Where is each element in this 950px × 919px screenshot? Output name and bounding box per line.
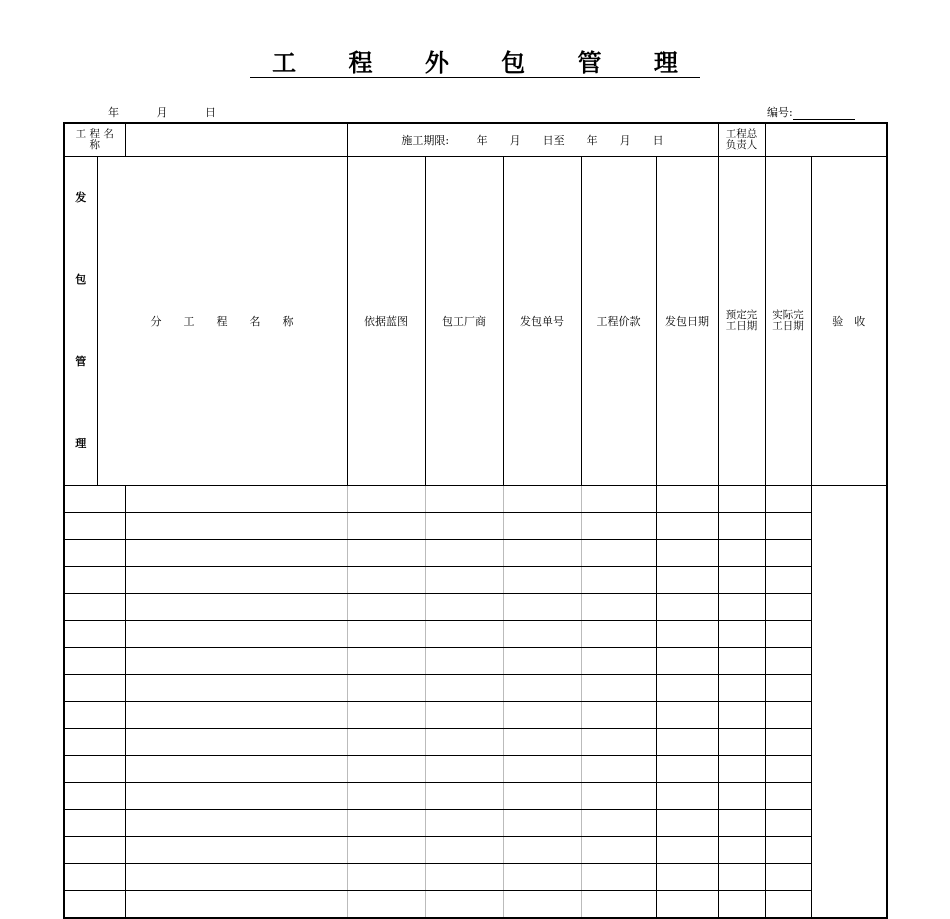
col-order-number: 发包单号 <box>503 157 581 486</box>
side-char-4: 理 <box>75 437 87 450</box>
table-cell[interactable] <box>656 567 718 594</box>
serial-blank[interactable] <box>793 108 855 120</box>
table-cell[interactable] <box>503 864 581 891</box>
table-cell[interactable] <box>581 702 656 729</box>
table-cell[interactable] <box>656 513 718 540</box>
table-cell[interactable] <box>125 594 347 621</box>
table-cell[interactable] <box>656 864 718 891</box>
table-cell[interactable] <box>765 675 811 702</box>
table-cell[interactable] <box>581 729 656 756</box>
table-cell[interactable] <box>503 594 581 621</box>
table-cell[interactable] <box>347 837 425 864</box>
table-cell[interactable] <box>503 891 581 919</box>
table-row <box>64 837 887 864</box>
table-cell[interactable] <box>347 864 425 891</box>
date-line <box>108 104 250 120</box>
table-cell[interactable] <box>656 702 718 729</box>
col-contractor: 包工厂商 <box>425 157 503 486</box>
table-cell[interactable] <box>125 756 347 783</box>
table-cell[interactable] <box>425 567 503 594</box>
table-row <box>64 810 887 837</box>
table-cell[interactable] <box>765 648 811 675</box>
table-cell[interactable] <box>125 486 347 513</box>
table-cell[interactable] <box>125 540 347 567</box>
table-row <box>64 783 887 810</box>
table-cell[interactable] <box>718 567 765 594</box>
table-cell[interactable] <box>765 540 811 567</box>
day-label: 日 <box>205 106 216 119</box>
table-cell[interactable] <box>581 756 656 783</box>
side-char-3: 管 <box>75 355 87 368</box>
table-cell[interactable] <box>765 513 811 540</box>
manager-label: 工程总负责人 <box>718 123 765 157</box>
col-acceptance: 验 收 <box>811 157 887 486</box>
col-price: 工程价款 <box>581 157 656 486</box>
table-cell[interactable] <box>656 810 718 837</box>
table-cell[interactable] <box>64 729 125 756</box>
table-cell[interactable] <box>425 864 503 891</box>
table-cell[interactable] <box>64 621 125 648</box>
table-cell[interactable] <box>347 891 425 919</box>
table-cell[interactable] <box>503 621 581 648</box>
table-cell[interactable] <box>765 594 811 621</box>
table-cell[interactable] <box>347 729 425 756</box>
table-cell[interactable] <box>64 702 125 729</box>
table-cell[interactable] <box>581 783 656 810</box>
table-cell[interactable] <box>125 810 347 837</box>
table-cell[interactable] <box>656 648 718 675</box>
table-cell[interactable] <box>125 567 347 594</box>
table-cell[interactable] <box>64 486 125 513</box>
table-cell[interactable] <box>64 891 125 919</box>
table-cell[interactable] <box>656 594 718 621</box>
table-cell[interactable] <box>503 675 581 702</box>
project-name-label: 工 程 名 称 <box>64 123 125 157</box>
table-row <box>64 702 887 729</box>
outsourcing-table <box>63 122 888 919</box>
col-blueprint: 依据蓝图 <box>347 157 425 486</box>
table-cell[interactable] <box>425 675 503 702</box>
table-cell[interactable] <box>125 648 347 675</box>
table-cell[interactable] <box>581 810 656 837</box>
table-row <box>64 864 887 891</box>
table-cell[interactable] <box>581 648 656 675</box>
table-cell[interactable] <box>581 621 656 648</box>
serial-label: 编号: <box>767 106 793 119</box>
table-cell[interactable] <box>64 675 125 702</box>
table-cell[interactable] <box>765 567 811 594</box>
table-cell[interactable] <box>425 540 503 567</box>
table-cell[interactable] <box>718 621 765 648</box>
table-cell[interactable] <box>718 702 765 729</box>
table-cell[interactable] <box>718 837 765 864</box>
table-cell[interactable] <box>125 702 347 729</box>
table-cell[interactable] <box>765 702 811 729</box>
table-cell[interactable] <box>718 783 765 810</box>
table-cell[interactable] <box>64 594 125 621</box>
table-cell[interactable] <box>581 540 656 567</box>
table-cell[interactable] <box>425 621 503 648</box>
table-cell[interactable] <box>656 891 718 919</box>
table-row <box>64 540 887 567</box>
table-cell[interactable] <box>503 648 581 675</box>
table-cell[interactable] <box>347 567 425 594</box>
col-order-date: 发包日期 <box>656 157 718 486</box>
table-cell[interactable] <box>581 486 656 513</box>
table-cell[interactable] <box>656 783 718 810</box>
table-cell[interactable] <box>425 648 503 675</box>
table-cell[interactable] <box>125 513 347 540</box>
table-cell[interactable] <box>718 864 765 891</box>
project-name-field[interactable] <box>125 123 347 157</box>
table-row <box>64 756 887 783</box>
table-cell[interactable] <box>718 675 765 702</box>
table-cell[interactable] <box>581 513 656 540</box>
table-row <box>64 621 887 648</box>
construction-period <box>347 123 718 157</box>
table-cell[interactable] <box>347 621 425 648</box>
table-cell[interactable] <box>347 783 425 810</box>
table-cell[interactable] <box>656 756 718 783</box>
table-cell[interactable] <box>503 756 581 783</box>
table-cell[interactable] <box>347 648 425 675</box>
table-row <box>64 594 887 621</box>
table-cell[interactable] <box>347 486 425 513</box>
table-cell[interactable] <box>656 729 718 756</box>
table-row <box>64 648 887 675</box>
table-cell[interactable] <box>425 594 503 621</box>
table-cell[interactable] <box>64 783 125 810</box>
period-label: 施工期限: <box>401 134 450 147</box>
table-cell[interactable] <box>656 837 718 864</box>
table-cell[interactable] <box>581 891 656 919</box>
table-cell[interactable] <box>503 486 581 513</box>
table-row <box>64 729 887 756</box>
table-cell[interactable] <box>503 513 581 540</box>
table-cell[interactable] <box>64 837 125 864</box>
table-cell[interactable] <box>765 891 811 919</box>
table-cell[interactable] <box>718 540 765 567</box>
table-cell[interactable] <box>503 702 581 729</box>
table-cell[interactable] <box>656 486 718 513</box>
table-cell[interactable] <box>347 675 425 702</box>
table-cell[interactable] <box>718 810 765 837</box>
table-cell[interactable] <box>503 729 581 756</box>
table-cell[interactable] <box>503 567 581 594</box>
table-cell[interactable] <box>425 486 503 513</box>
table-cell[interactable] <box>718 486 765 513</box>
table-cell[interactable] <box>425 810 503 837</box>
table-cell[interactable] <box>425 783 503 810</box>
table-cell[interactable] <box>347 513 425 540</box>
year-label: 年 <box>108 106 119 119</box>
table-cell[interactable] <box>425 513 503 540</box>
table-cell[interactable] <box>425 702 503 729</box>
table-cell[interactable] <box>503 783 581 810</box>
table-cell[interactable] <box>765 783 811 810</box>
table-cell[interactable] <box>718 594 765 621</box>
table-cell[interactable] <box>125 675 347 702</box>
side-char-2: 包 <box>75 273 87 286</box>
table-row <box>64 486 887 513</box>
table-cell[interactable] <box>347 756 425 783</box>
table-cell[interactable] <box>64 864 125 891</box>
table-cell[interactable] <box>347 540 425 567</box>
table-cell[interactable] <box>765 837 811 864</box>
table-row <box>64 567 887 594</box>
col-planned-completion: 预定完工日期 <box>718 157 765 486</box>
table-cell[interactable] <box>503 540 581 567</box>
table-cell[interactable] <box>64 540 125 567</box>
table-cell[interactable] <box>64 513 125 540</box>
table-cell[interactable] <box>425 891 503 919</box>
table-row <box>64 513 887 540</box>
table-cell[interactable] <box>347 810 425 837</box>
table-cell[interactable] <box>64 756 125 783</box>
table-cell[interactable] <box>718 756 765 783</box>
table-cell[interactable] <box>718 513 765 540</box>
table-cell[interactable] <box>765 756 811 783</box>
table-cell[interactable] <box>581 864 656 891</box>
table-cell[interactable] <box>765 864 811 891</box>
serial-number <box>767 104 855 120</box>
table-cell[interactable] <box>581 675 656 702</box>
table-cell[interactable] <box>125 837 347 864</box>
col-subproject-name: 分 工 程 名 称 <box>97 157 347 486</box>
table-cell[interactable] <box>64 810 125 837</box>
table-cell[interactable] <box>581 594 656 621</box>
table-cell[interactable] <box>718 891 765 919</box>
form-title: 工 程 外 包 管 理 <box>0 49 950 78</box>
table-cell[interactable] <box>718 729 765 756</box>
table-cell[interactable] <box>125 729 347 756</box>
table-cell[interactable] <box>347 594 425 621</box>
table-cell[interactable] <box>425 837 503 864</box>
table-cell[interactable] <box>765 810 811 837</box>
table-cell[interactable] <box>64 648 125 675</box>
table-cell[interactable] <box>425 729 503 756</box>
side-label <box>64 157 97 486</box>
table-cell[interactable] <box>347 702 425 729</box>
table-cell[interactable] <box>581 567 656 594</box>
table-cell[interactable] <box>765 621 811 648</box>
col-actual-completion: 实际完工日期 <box>765 157 811 486</box>
period-units: 年 月 日至 年 月 日 <box>476 134 664 147</box>
table-cell[interactable] <box>656 540 718 567</box>
table-cell[interactable] <box>656 675 718 702</box>
table-cell[interactable] <box>125 621 347 648</box>
table-row <box>64 891 887 919</box>
side-char-1: 发 <box>75 191 87 204</box>
table-cell[interactable] <box>718 648 765 675</box>
table-cell[interactable] <box>765 486 811 513</box>
table-cell[interactable] <box>503 810 581 837</box>
table-cell[interactable] <box>425 756 503 783</box>
manager-field[interactable] <box>765 123 887 157</box>
table-cell[interactable] <box>581 837 656 864</box>
table-cell[interactable] <box>503 837 581 864</box>
table-cell[interactable] <box>125 891 347 919</box>
table-cell[interactable] <box>656 621 718 648</box>
month-label: 月 <box>156 106 168 119</box>
table-cell[interactable] <box>125 783 347 810</box>
table-row <box>64 675 887 702</box>
table-cell[interactable] <box>125 864 347 891</box>
table-cell[interactable] <box>765 729 811 756</box>
table-cell[interactable] <box>64 567 125 594</box>
